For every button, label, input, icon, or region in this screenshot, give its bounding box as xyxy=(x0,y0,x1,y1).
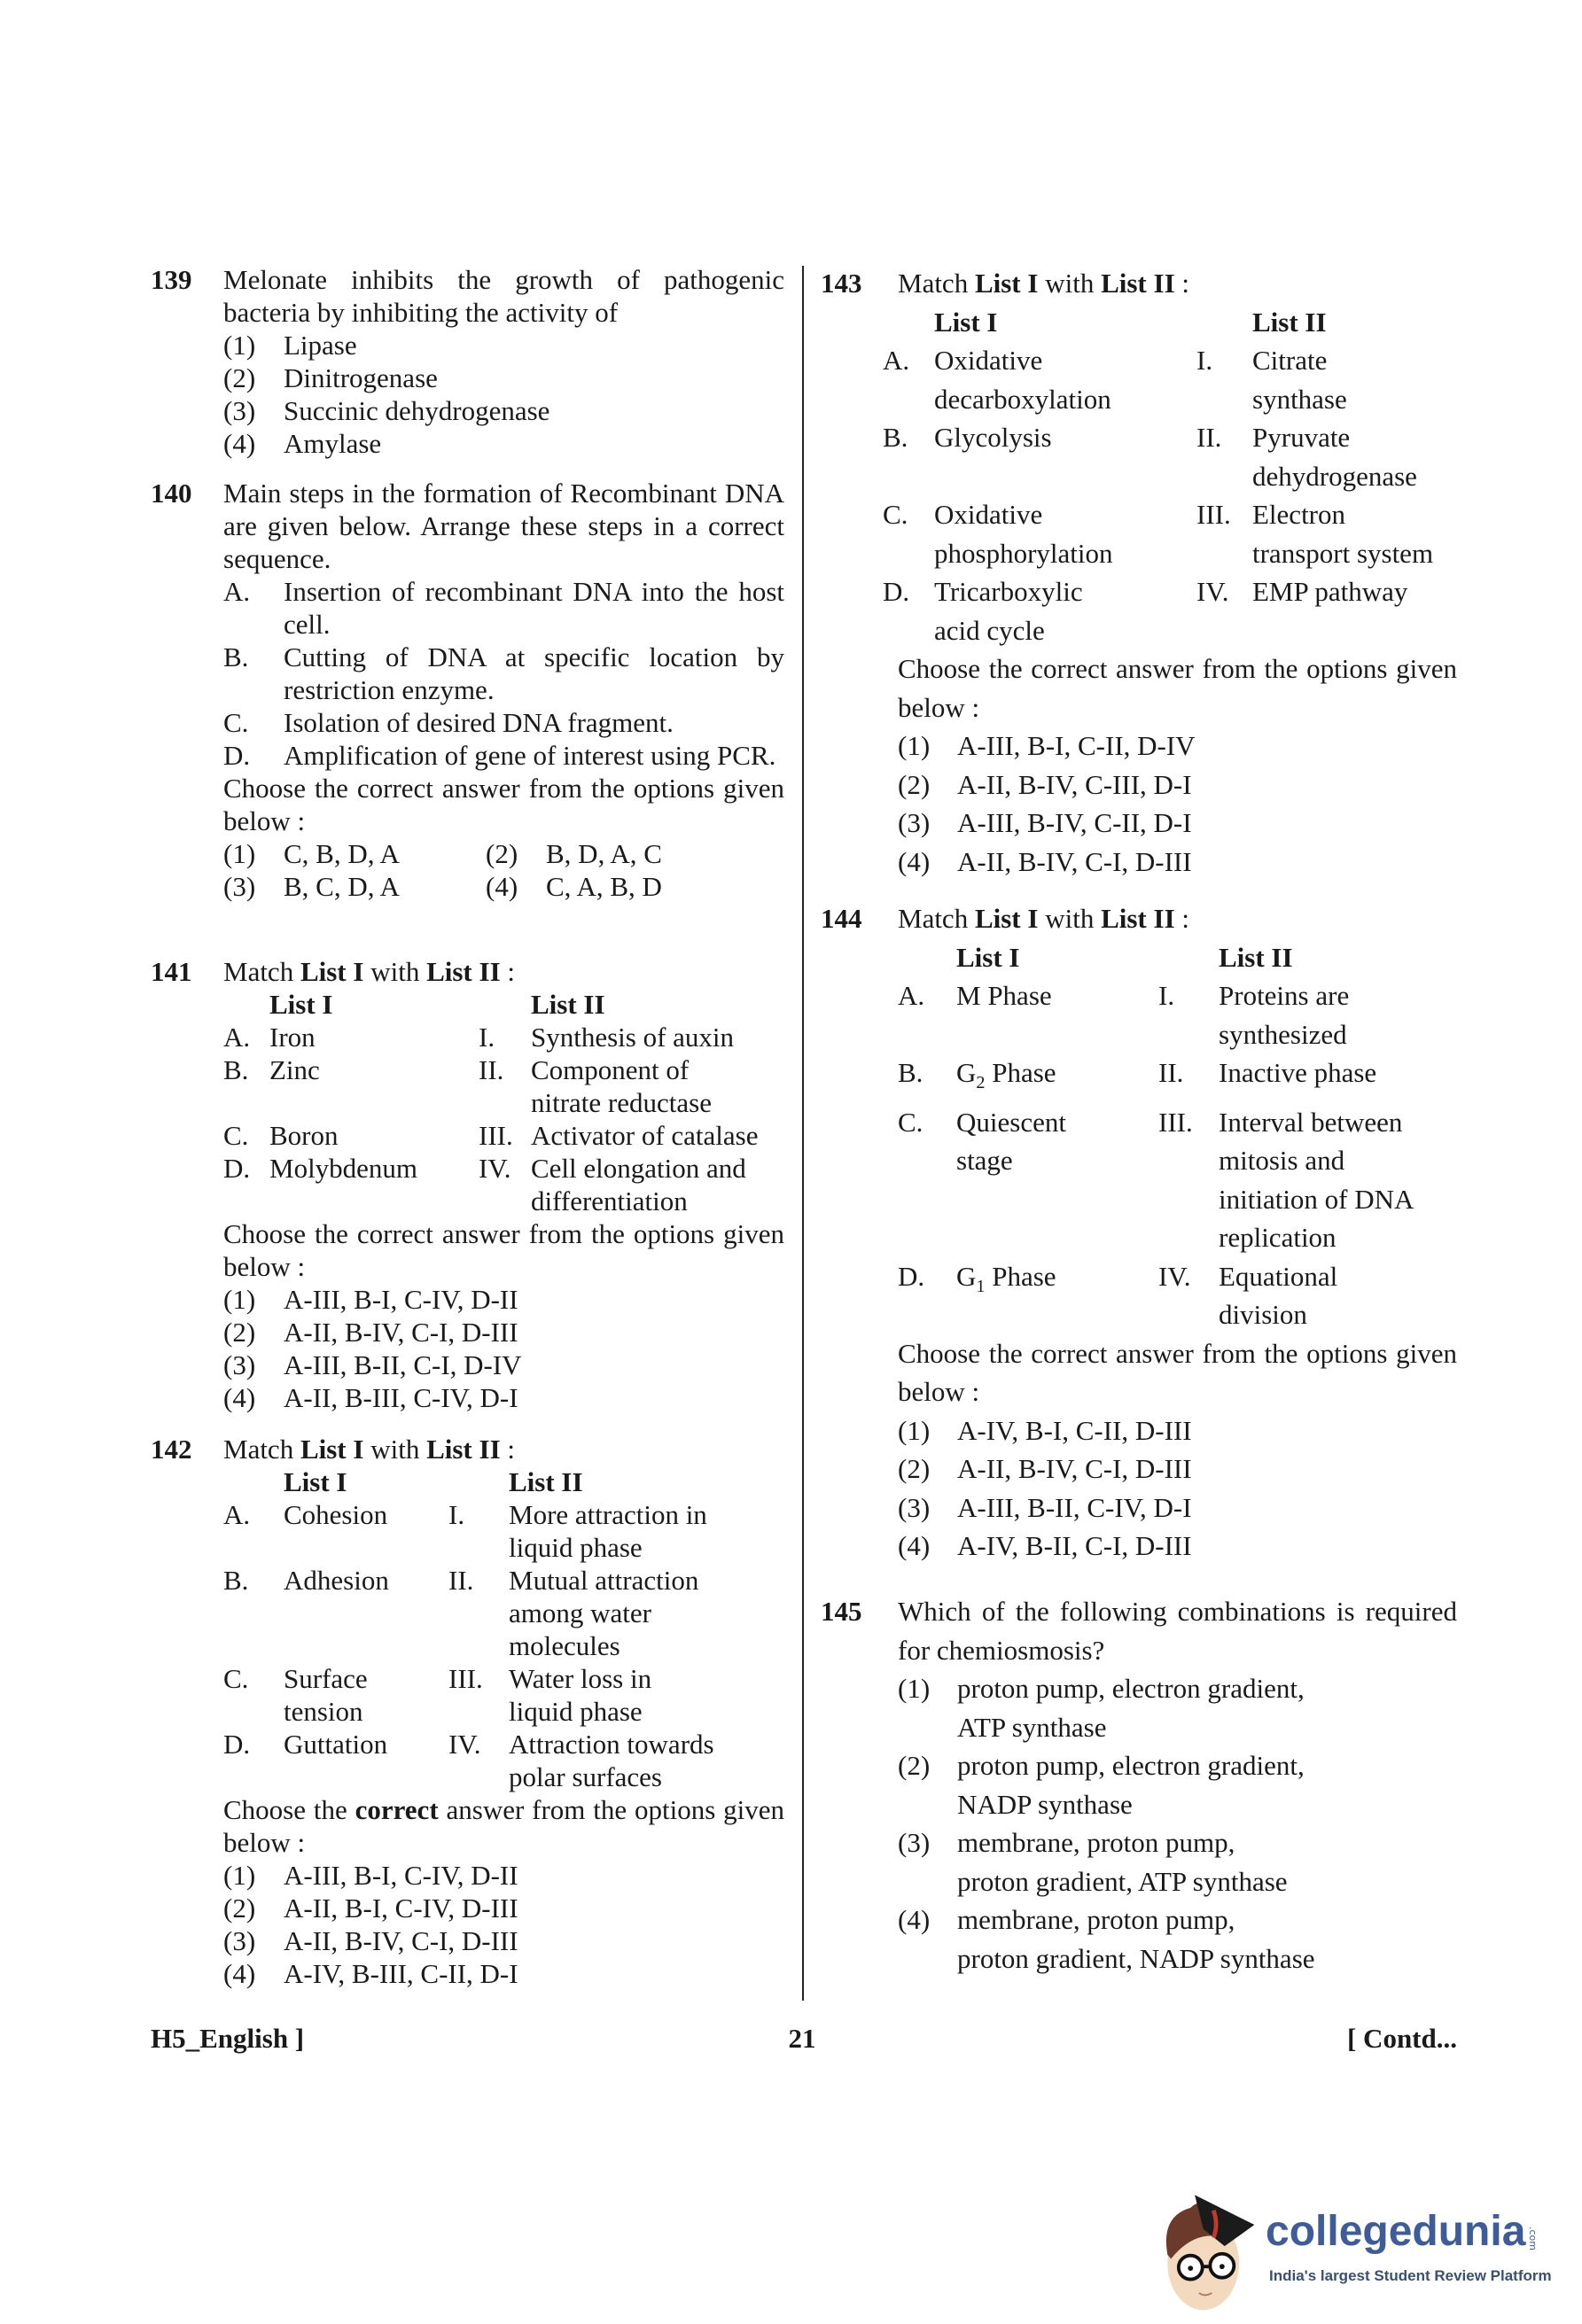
option-label: (1) xyxy=(898,1673,931,1704)
list1-item: Glycolysis xyxy=(934,422,1052,453)
list1-item: Molybdenum xyxy=(269,1153,418,1184)
option-text: A-III, B-I, C-IV, D-II xyxy=(284,1860,518,1891)
match-row xyxy=(223,1564,784,1662)
answer-option-4[interactable] xyxy=(223,1957,784,1990)
option-text: A-III, B-IV, C-II, D-I xyxy=(957,807,1192,838)
match-list-header xyxy=(223,988,784,1021)
list1-item xyxy=(956,1257,1158,1334)
question-stem: Melonate inhibits the growth of pathogenic bacteria by inhibiting the activity of xyxy=(223,264,784,328)
list2-numeral: IV. xyxy=(1158,1260,1191,1292)
text-segment: Match xyxy=(223,1434,300,1465)
answer-option-2[interactable] xyxy=(486,837,784,870)
answer-option-3[interactable] xyxy=(898,1823,1457,1900)
list2-header: List II xyxy=(531,989,605,1020)
option-text: Amylase xyxy=(284,428,382,459)
question-body xyxy=(223,1433,784,1990)
option-text: A-II, B-IV, C-I, D-III xyxy=(957,845,1192,877)
list2-numeral: II. xyxy=(448,1565,474,1596)
option-text: A-IV, B-II, C-I, D-III xyxy=(957,1530,1192,1562)
option-text: B, C, D, A xyxy=(284,871,400,902)
text-segment: : xyxy=(500,1434,516,1465)
list1-letter: C. xyxy=(898,1106,923,1138)
list2-item: Mutual attraction among water molecules xyxy=(509,1565,699,1661)
answer-option-2[interactable] xyxy=(898,1450,1457,1488)
list1-letter: D. xyxy=(223,1729,251,1760)
bold-text: List II xyxy=(426,956,501,987)
option-label: (3) xyxy=(898,1491,931,1523)
option-label: (3) xyxy=(223,1925,256,1956)
match-list-header xyxy=(898,938,1457,977)
match-row xyxy=(883,495,1457,572)
option-text: A-III, B-I, C-IV, D-II xyxy=(284,1284,518,1315)
option-text: Lipase xyxy=(284,330,357,361)
text-segment: Choose the xyxy=(223,1794,355,1825)
option-text: A-II, B-I, C-IV, D-III xyxy=(284,1893,518,1924)
list2-item: Inactive phase xyxy=(1219,1057,1377,1088)
empty xyxy=(883,303,934,342)
bold-text: List II xyxy=(426,1434,501,1465)
list1-letter: A. xyxy=(898,980,925,1011)
empty xyxy=(479,988,531,1021)
option-text: Dinitrogenase xyxy=(284,362,438,393)
logo-suffix: .com xyxy=(1527,2227,1539,2250)
list1-letter: C. xyxy=(223,1663,249,1694)
student-mascot-icon xyxy=(1152,2175,1263,2321)
list2-header: List II xyxy=(509,1466,583,1497)
sequence-step xyxy=(223,739,784,772)
list2-numeral: I. xyxy=(1196,345,1213,376)
empty xyxy=(448,1465,509,1498)
list1-item: Boron xyxy=(269,1120,339,1151)
logo-tagline: India's largest Student Review Platform xyxy=(1269,2267,1552,2284)
text-segment: : xyxy=(1174,903,1190,934)
match-row xyxy=(223,1053,784,1119)
text-segment: Match xyxy=(898,268,975,299)
text-segment: answer from the options given below : xyxy=(223,1794,784,1858)
empty xyxy=(1158,938,1219,977)
match-list-header xyxy=(223,1465,784,1498)
text-segment: with xyxy=(1038,903,1102,934)
match-row xyxy=(898,1053,1457,1103)
answer-option-1[interactable] xyxy=(223,1283,784,1316)
text-segment: with xyxy=(363,1434,427,1465)
option-label: (3) xyxy=(898,1827,931,1858)
text-segment: with xyxy=(363,956,427,987)
list1-item xyxy=(956,1053,1158,1103)
question-number: 145 xyxy=(821,1596,862,1627)
list1-letter: C. xyxy=(883,499,908,530)
match-row xyxy=(223,1728,784,1793)
empty xyxy=(223,988,269,1021)
list1-letter: B. xyxy=(223,1054,249,1085)
choose-instruction: Choose the correct answer from the options given below : xyxy=(898,653,1457,723)
list2-numeral: IV. xyxy=(479,1153,511,1184)
option-label: (4) xyxy=(486,871,518,902)
option-label: (4) xyxy=(898,1904,931,1935)
answer-option-3[interactable] xyxy=(223,1924,784,1957)
footer-contd: [ Contd... xyxy=(1346,2023,1457,2054)
option-label: (4) xyxy=(223,428,256,459)
bold-text: List I xyxy=(300,1434,364,1465)
list1-item: Quiescent stage xyxy=(956,1106,1066,1177)
list1-letter: B. xyxy=(223,1565,249,1596)
list1-letter: A. xyxy=(223,1022,251,1053)
option-label: (3) xyxy=(223,1349,256,1380)
list2-numeral: III. xyxy=(479,1120,513,1151)
bold-text: List I xyxy=(974,903,1039,934)
list1-item: Surface tension xyxy=(284,1663,368,1727)
question-stem xyxy=(223,955,784,988)
question-number: 144 xyxy=(821,903,862,934)
option-text: A-II, B-IV, C-I, D-III xyxy=(284,1317,518,1348)
list1-letter: B. xyxy=(883,422,908,453)
option-text: A-IV, B-III, C-II, D-I xyxy=(284,1958,518,1989)
option-label: (2) xyxy=(898,768,931,800)
list1-item: Zinc xyxy=(269,1054,320,1085)
answer-option-4[interactable] xyxy=(223,427,784,460)
option-text: A-II, B-III, C-IV, D-I xyxy=(284,1382,518,1413)
list1-letter: D. xyxy=(883,576,910,607)
option-label: (1) xyxy=(223,838,256,869)
answer-option-4[interactable] xyxy=(898,1527,1457,1566)
question-number: 141 xyxy=(151,956,192,987)
match-row xyxy=(883,341,1457,418)
option-text: proton pump, electron gradient, ATP synthase xyxy=(957,1673,1305,1743)
list2-numeral: IV. xyxy=(448,1729,481,1760)
list2-header: List II xyxy=(1252,306,1327,338)
option-label: (1) xyxy=(223,1860,256,1891)
list2-numeral: II. xyxy=(1196,422,1222,453)
empty xyxy=(1196,303,1252,342)
text-segment: G xyxy=(956,1260,977,1292)
list2-numeral: IV. xyxy=(1196,576,1229,607)
empty xyxy=(223,1465,284,1498)
step-text: Insertion of recombinant DNA into the host cell. xyxy=(284,576,784,640)
option-text: proton pump, electron gradient, NADP synthase xyxy=(957,1750,1305,1820)
answer-option-4[interactable] xyxy=(486,870,784,903)
option-text: Succinic dehydrogenase xyxy=(284,395,550,426)
answer-option-3[interactable] xyxy=(223,870,486,903)
match-row xyxy=(223,1119,784,1152)
step-text: Cutting of DNA at specific location by restriction enzyme. xyxy=(284,641,784,705)
text-segment: Phase xyxy=(985,1057,1056,1088)
option-text: A-II, B-IV, C-I, D-III xyxy=(284,1925,518,1956)
option-label: (2) xyxy=(223,1893,256,1924)
option-label: (3) xyxy=(898,807,931,838)
answer-option-1[interactable] xyxy=(898,1669,1457,1746)
match-row xyxy=(898,976,1457,1053)
list2-numeral: III. xyxy=(1158,1106,1193,1138)
subscript: 1 xyxy=(976,1276,986,1296)
list2-numeral: I. xyxy=(1158,980,1175,1011)
list2-item: Component of nitrate reductase xyxy=(531,1054,712,1118)
option-text: B, D, A, C xyxy=(546,838,662,869)
list1-header: List I xyxy=(956,941,1020,973)
question-body xyxy=(223,263,784,460)
list2-item: Equational division xyxy=(1219,1260,1338,1331)
option-text: C, B, D, A xyxy=(284,838,400,869)
option-text: membrane, proton pump, proton gradient, ATP synthase xyxy=(957,1827,1288,1897)
question-body xyxy=(898,1592,1457,1978)
option-label: (1) xyxy=(898,1414,931,1446)
footer-paper-code: H5_English ] xyxy=(151,2023,305,2054)
answer-option-4[interactable] xyxy=(223,1381,784,1414)
list2-numeral: III. xyxy=(1196,499,1231,530)
match-row xyxy=(223,1152,784,1217)
option-text: A-II, B-IV, C-I, D-III xyxy=(957,1453,1192,1485)
choose-instruction xyxy=(223,1793,784,1859)
option-label: (2) xyxy=(486,838,518,869)
sequence-step xyxy=(223,706,784,739)
answer-option-2[interactable] xyxy=(898,1746,1457,1823)
sequence-step xyxy=(223,641,784,706)
column-divider xyxy=(802,266,804,2001)
text-segment: Match xyxy=(898,903,975,934)
list2-item: Water loss in liquid phase xyxy=(509,1663,652,1727)
option-text: membrane, proton pump, proton gradient, NADP synthase xyxy=(957,1904,1315,1974)
step-label: B. xyxy=(223,641,249,672)
question-body xyxy=(898,899,1457,1566)
option-label: (2) xyxy=(898,1750,931,1781)
sequence-step xyxy=(223,575,784,641)
choose-instruction: Choose the correct answer from the options given below : xyxy=(223,1218,784,1282)
option-label: (4) xyxy=(898,845,931,877)
option-label: (3) xyxy=(223,871,256,902)
list1-item: Adhesion xyxy=(284,1565,389,1596)
question-stem xyxy=(898,899,1457,938)
answer-option-3[interactable] xyxy=(898,1488,1457,1527)
step-label: A. xyxy=(223,576,251,607)
step-text: Amplification of gene of interest using PCR. xyxy=(284,740,776,771)
list1-item: Cohesion xyxy=(284,1499,388,1530)
option-label: (1) xyxy=(223,330,256,361)
list1-item: Oxidative phosphorylation xyxy=(934,499,1113,569)
list2-header: List II xyxy=(1219,941,1293,973)
match-list-header xyxy=(883,303,1457,342)
text-segment: : xyxy=(1174,268,1190,299)
list2-item: More attraction in liquid phase xyxy=(509,1499,707,1563)
text-segment: : xyxy=(500,956,516,987)
match-row xyxy=(883,418,1457,495)
question-number: 140 xyxy=(151,478,192,509)
list2-item: Electron transport system xyxy=(1252,499,1434,569)
text-segment: with xyxy=(1038,268,1102,299)
list2-numeral: I. xyxy=(448,1499,465,1530)
option-label: (2) xyxy=(223,1317,256,1348)
list2-item: Attraction towards polar surfaces xyxy=(509,1729,714,1792)
list2-item: Interval between mitosis and initiation of DNA replication xyxy=(1219,1106,1414,1254)
step-label: C. xyxy=(223,707,249,738)
list2-item: Cell elongation and differentiation xyxy=(531,1153,746,1216)
answer-option-4[interactable] xyxy=(898,843,1457,882)
list2-item: Synthesis of auxin xyxy=(531,1022,735,1053)
question-stem xyxy=(898,264,1457,303)
match-row xyxy=(898,1257,1457,1334)
answer-option-2[interactable] xyxy=(223,1892,784,1924)
answer-option-2[interactable] xyxy=(223,361,784,394)
answer-option-3[interactable] xyxy=(223,394,784,427)
subscript: 2 xyxy=(976,1073,986,1093)
question-number: 139 xyxy=(151,264,192,295)
option-text: A-III, B-II, C-IV, D-I xyxy=(957,1491,1192,1523)
list1-letter: D. xyxy=(223,1153,251,1184)
option-label: (1) xyxy=(223,1284,256,1315)
list1-header: List I xyxy=(934,306,998,338)
question-stem: Main steps in the formation of Recombinant DNA are given below. Arrange these steps in a correct sequence. xyxy=(223,478,784,574)
list2-item: Activator of catalase xyxy=(531,1120,759,1151)
option-text: A-IV, B-I, C-II, D-III xyxy=(957,1414,1192,1446)
bold-text: List I xyxy=(974,268,1039,299)
option-label: (4) xyxy=(223,1958,256,1989)
bold-text: List II xyxy=(1101,903,1175,934)
option-label: (4) xyxy=(223,1382,256,1413)
answer-option-4[interactable] xyxy=(898,1900,1457,1978)
step-label: D. xyxy=(223,740,251,771)
list2-item: Proteins are synthesized xyxy=(1219,980,1350,1050)
list2-numeral: II. xyxy=(479,1054,504,1085)
logo-wordmark: collegedunia xyxy=(1266,2208,1526,2255)
text-segment: Phase xyxy=(985,1260,1056,1292)
match-row xyxy=(223,1498,784,1564)
list2-item: Pyruvate dehydrogenase xyxy=(1252,422,1417,492)
question-body xyxy=(223,955,784,1414)
question-stem xyxy=(223,1433,784,1465)
list1-header: List I xyxy=(284,1466,347,1497)
list1-item: Tricarboxylic acid cycle xyxy=(934,576,1083,646)
list1-letter: A. xyxy=(223,1499,251,1530)
list1-letter: B. xyxy=(898,1057,923,1088)
question-number: 142 xyxy=(151,1434,192,1465)
list2-numeral: III. xyxy=(448,1663,483,1694)
text-segment: Match xyxy=(223,956,300,987)
question-body xyxy=(883,264,1457,881)
option-label: (2) xyxy=(223,362,256,393)
option-text: A-II, B-IV, C-III, D-I xyxy=(957,768,1192,800)
answer-option-1[interactable] xyxy=(223,1859,784,1892)
options-grid xyxy=(223,837,784,903)
question-body xyxy=(223,477,784,903)
list1-item: M Phase xyxy=(956,980,1052,1011)
match-row xyxy=(223,1662,784,1728)
list1-item: Guttation xyxy=(284,1729,388,1760)
option-text: C, A, B, D xyxy=(546,871,662,902)
match-row xyxy=(223,1021,784,1053)
question-number: 143 xyxy=(821,268,862,299)
list1-letter: C. xyxy=(223,1120,249,1151)
answer-option-2[interactable] xyxy=(898,766,1457,804)
option-text: A-III, B-I, C-II, D-IV xyxy=(957,730,1196,761)
answer-option-3[interactable] xyxy=(223,1349,784,1381)
answer-option-1[interactable] xyxy=(223,837,486,870)
option-label: (2) xyxy=(898,1453,931,1485)
answer-option-1[interactable] xyxy=(898,1411,1457,1450)
list1-letter: A. xyxy=(883,345,910,376)
list2-numeral: II. xyxy=(1158,1057,1184,1088)
answer-option-1[interactable] xyxy=(223,329,784,361)
list1-letter: D. xyxy=(898,1260,925,1292)
match-row xyxy=(898,1103,1457,1257)
option-text: A-III, B-II, C-I, D-IV xyxy=(284,1349,522,1380)
option-label: (4) xyxy=(898,1530,931,1562)
answer-option-2[interactable] xyxy=(223,1316,784,1349)
list1-item: Oxidative decarboxylation xyxy=(934,345,1111,415)
list2-item: EMP pathway xyxy=(1252,576,1408,607)
option-label: (1) xyxy=(898,730,931,761)
list2-numeral: I. xyxy=(479,1022,495,1053)
step-text: Isolation of desired DNA fragment. xyxy=(284,707,674,738)
choose-instruction: Choose the correct answer from the options given below : xyxy=(898,1337,1457,1408)
text-segment: G xyxy=(956,1057,977,1088)
footer-page-number: 21 xyxy=(788,2023,816,2054)
match-row xyxy=(883,572,1457,649)
answer-option-3[interactable] xyxy=(898,804,1457,843)
bold-text: correct xyxy=(355,1794,439,1825)
option-label: (3) xyxy=(223,395,256,426)
choose-instruction: Choose the correct answer from the options given below : xyxy=(223,773,784,836)
answer-option-1[interactable] xyxy=(898,727,1457,766)
bold-text: List I xyxy=(300,956,364,987)
question-stem: Which of the following combinations is required for chemiosmosis? xyxy=(898,1596,1457,1666)
collegedunia-logo xyxy=(1152,2175,1582,2321)
list1-header: List I xyxy=(269,989,333,1020)
list1-item: Iron xyxy=(269,1022,316,1053)
empty xyxy=(898,938,956,977)
list2-item: Citrate synthase xyxy=(1252,345,1347,415)
bold-text: List II xyxy=(1101,268,1175,299)
